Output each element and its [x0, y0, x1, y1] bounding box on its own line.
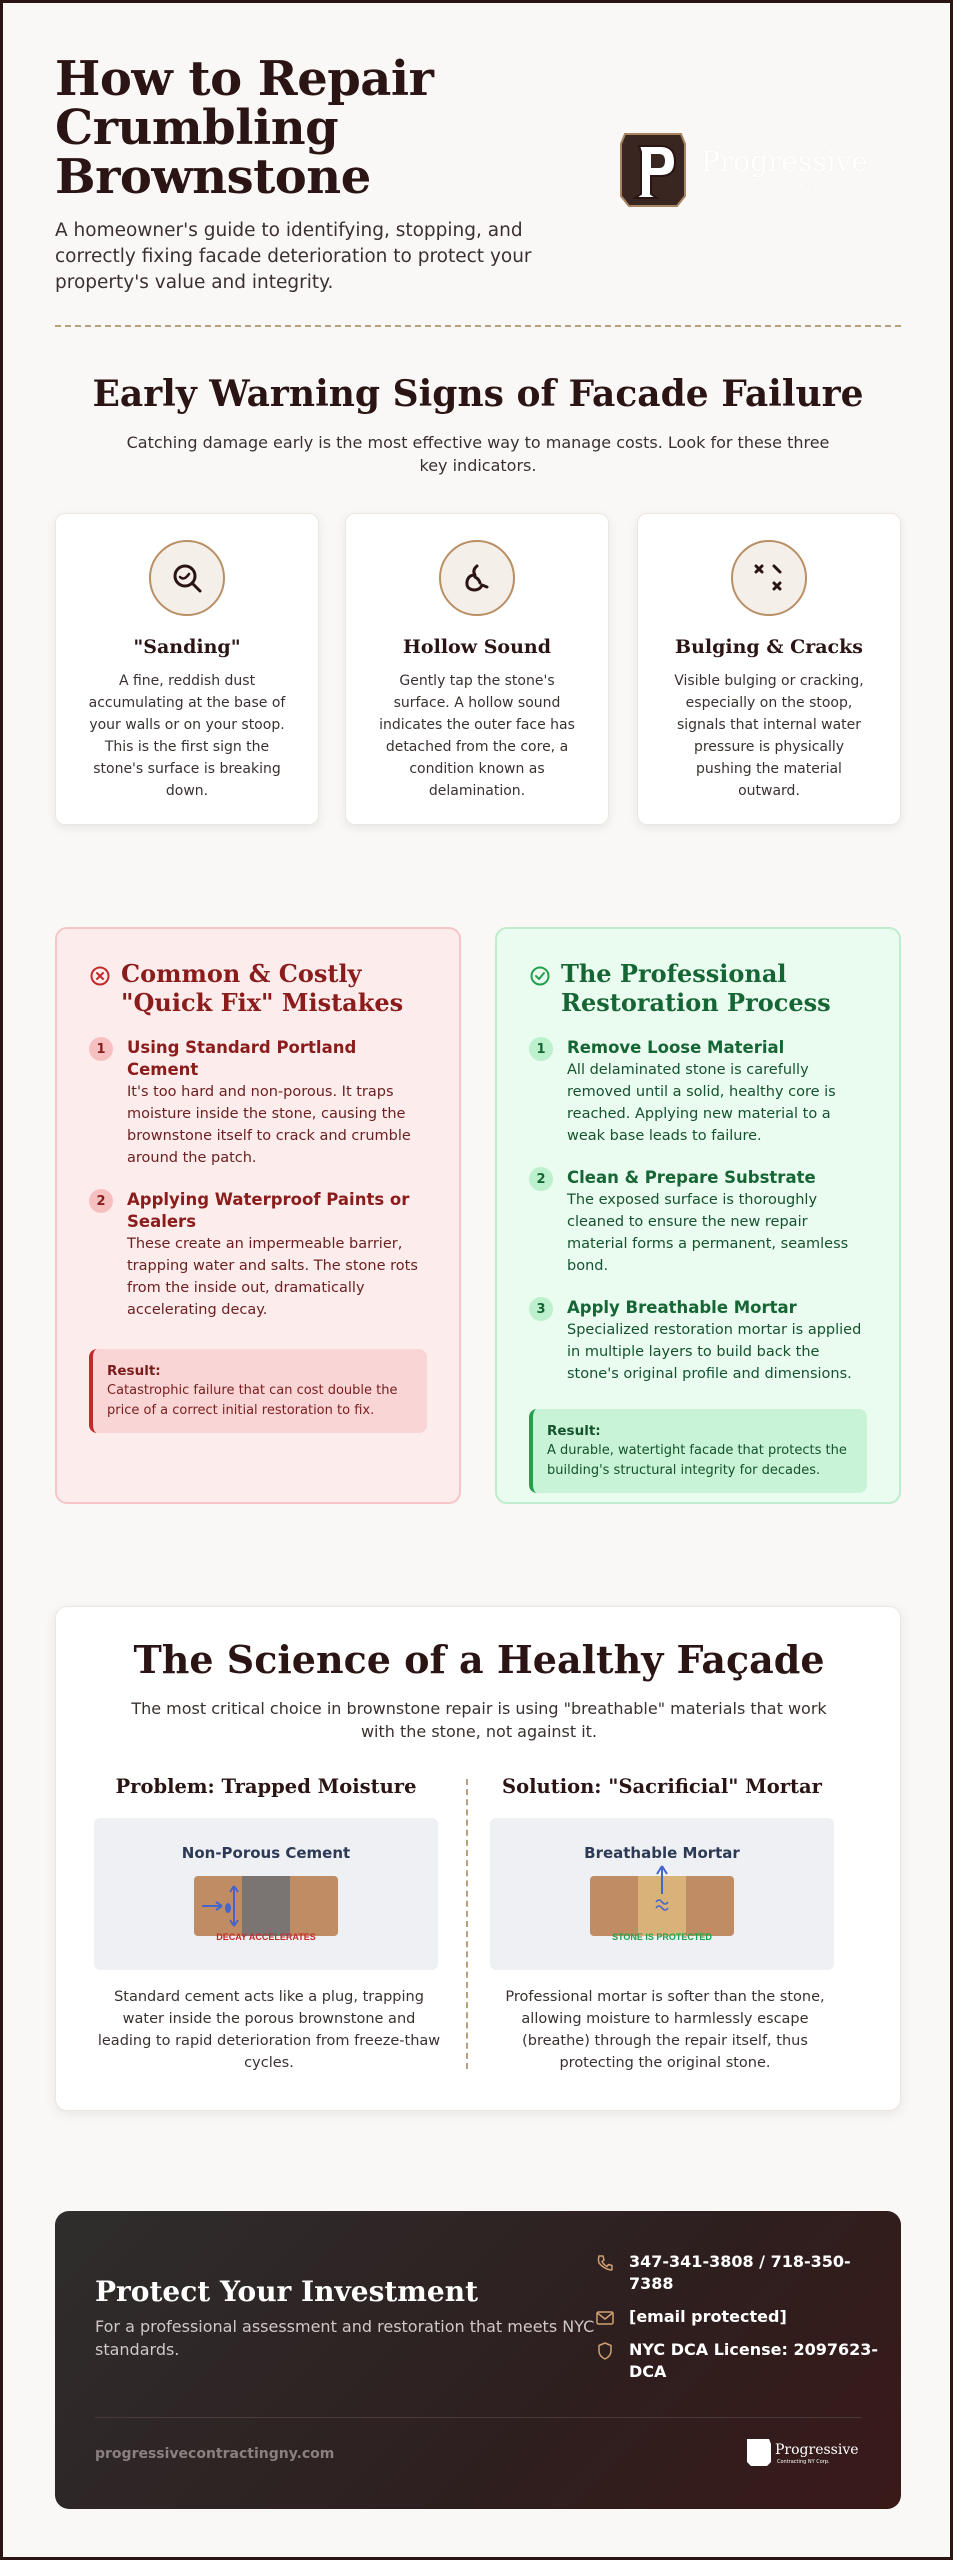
science-title: The Science of a Healthy Façade — [133, 1637, 825, 1682]
contact-footer — [55, 2211, 901, 2509]
header-divider — [55, 325, 901, 327]
problem-column — [94, 1775, 441, 2074]
check-circle-icon — [529, 965, 551, 987]
cracks-icon — [731, 540, 807, 616]
mistakes-title: Common & Costly "Quick Fix" Mistakes — [121, 959, 404, 1017]
process-step — [529, 1037, 867, 1147]
warning-card-hollow-sound — [345, 513, 609, 825]
column-divider — [466, 1779, 468, 2069]
warning-card-bulging-cracks — [637, 513, 901, 825]
warning-signs-subtitle: Catching damage early is the most effective way to manage costs. Look for these three key indicators. — [126, 433, 830, 475]
process-step — [529, 1167, 867, 1277]
result-text: Catastrophic failure that can cost double the price of a correct initial restoration to fix. — [107, 1383, 398, 1418]
footer-subtitle: For a professional assessment and restoration that meets NYC standards. — [95, 2317, 595, 2359]
process-title: The Professional Restoration Process — [561, 959, 831, 1017]
page-subtitle: A homeowner's guide to identifying, stopping, and correctly fixing facade deterioration to protect your property's value and integrity. — [55, 220, 532, 293]
warning-signs-title: Early Warning Signs of Facade Failure — [92, 373, 864, 415]
warning-card-title: Hollow Sound — [402, 636, 551, 658]
mistakes-panel — [55, 927, 461, 1504]
mistake-text: It's too hard and non-porous. It traps moisture inside the stone, causing the brownstone itself to crack and crumble around the patch. — [127, 1084, 411, 1166]
diagram-caption: DECAY ACCELERATES — [216, 1932, 316, 1942]
process-step — [529, 1297, 867, 1385]
problem-text: Standard cement acts like a plug, trapping water inside the porous brownstone and leading to rapid deterioration from freeze-thaw cycles. — [97, 1989, 441, 2071]
process-step-title: Clean & Prepare Substrate — [567, 1168, 816, 1187]
error-circle-icon — [89, 965, 111, 987]
mail-icon — [595, 2308, 615, 2328]
phone-icon — [595, 2253, 615, 2273]
hollow-sound-icon — [439, 540, 515, 616]
step-number-badge: 2 — [529, 1167, 553, 1191]
step-number-badge: 1 — [89, 1037, 113, 1061]
process-step-text: The exposed surface is thoroughly cleaned to ensure the new repair material forms a permanent, seamless bond. — [567, 1192, 849, 1274]
footer-logo — [745, 2436, 865, 2468]
footer-title: Protect Your Investment — [95, 2275, 479, 2308]
diagram-label: Breathable Mortar — [584, 1844, 740, 1862]
logo-p-icon — [617, 130, 689, 210]
non-porous-cement-diagram — [94, 1818, 438, 1970]
warning-card-title: "Sanding" — [133, 636, 241, 658]
contact-license — [595, 2339, 879, 2383]
mistake-item — [89, 1189, 427, 1321]
process-step-title: Apply Breathable Mortar — [567, 1298, 797, 1317]
mistake-text: These create an impermeable barrier, trapping water and salts. The stone rots from the inside out, dramatically accelerating decay. — [127, 1236, 418, 1318]
company-logo[interactable] — [617, 130, 897, 210]
science-subtitle: The most critical choice in brownstone repair is using "breathable" materials that work with the stone, not against it. — [131, 1699, 827, 1741]
footer-logo-wordmark: Progressive — [775, 2442, 859, 2458]
process-result-box — [529, 1409, 867, 1493]
contact-email[interactable] — [595, 2306, 879, 2328]
process-step-text: Specialized restoration mortar is applied in multiple layers to build back the stone's original profile and dimensions. — [567, 1322, 862, 1382]
footer-logo-tagline: Contracting NY Corp. — [777, 2459, 830, 2465]
step-number-badge: 3 — [529, 1297, 553, 1321]
step-number-badge: 1 — [529, 1037, 553, 1061]
breathable-mortar-illustration — [590, 1864, 734, 1944]
result-label: Result: — [547, 1423, 601, 1439]
phone-numbers[interactable]: 347-341-3808 / 718-350-7388 — [629, 2252, 851, 2293]
page-title: How to Repair Crumbling Brownstone — [55, 51, 434, 205]
warning-card-text: A fine, reddish dust accumulating at the base of your walls or on your stoop. This is the first sign the stone's surface is breaking down. — [88, 673, 286, 799]
magnifier-icon — [149, 540, 225, 616]
warning-card-text: Visible bulging or cracking, especially on the stoop, signals that internal water pressure is physically pushing the material outward. — [674, 673, 864, 799]
step-number-badge: 2 — [89, 1189, 113, 1213]
process-panel — [495, 927, 901, 1504]
process-step-text: All delaminated stone is carefully removed until a solid, healthy core is reached. Applying new material to a weak base leads to failure. — [567, 1062, 836, 1144]
diagram-caption: STONE IS PROTECTED — [612, 1932, 712, 1942]
process-step-title: Remove Loose Material — [567, 1038, 785, 1057]
page-header — [55, 51, 901, 325]
mistake-item — [89, 1037, 427, 1169]
infographic-page — [3, 3, 950, 2557]
diagram-label: Non-Porous Cement — [181, 1844, 351, 1862]
problem-title: Problem: Trapped Moisture — [115, 1775, 417, 1798]
shield-icon — [595, 2341, 615, 2361]
warning-card-text: Gently tap the stone's surface. A hollow sound indicates the outer face has detached from the core, a condition known as delamination. — [379, 673, 575, 799]
science-section — [55, 1606, 901, 2111]
warning-card-sanding — [55, 513, 319, 825]
footer-logo-mark — [745, 2436, 865, 2468]
footer-divider — [95, 2417, 861, 2418]
license-number: NYC DCA License: 2097623-DCA — [629, 2340, 879, 2381]
trapped-moisture-illustration — [194, 1864, 338, 1944]
logo-tagline: Contracting NY Corp. — [703, 180, 818, 190]
contact-phone[interactable] — [595, 2251, 879, 2295]
result-label: Result: — [107, 1363, 161, 1379]
warning-card-title: Bulging & Cracks — [675, 636, 863, 658]
result-text: A durable, watertight facade that protects the building's structural integrity for decades. — [547, 1443, 847, 1478]
solution-title: Solution: "Sacrificial" Mortar — [502, 1775, 822, 1798]
mistakes-result-box — [89, 1349, 427, 1433]
mistake-title: Applying Waterproof Paints or Sealers — [127, 1190, 410, 1231]
email-address[interactable]: [email protected] — [629, 2307, 787, 2326]
breathable-mortar-diagram — [490, 1818, 834, 1970]
website-link[interactable]: progressivecontractingny.com — [95, 2446, 335, 2462]
logo-wordmark: Progressive — [701, 145, 869, 178]
solution-text: Professional mortar is softer than the stone, allowing moisture to harmlessly escape (breathe) through the repair itself, thus protecting the original stone. — [505, 1989, 825, 2071]
mistake-title: Using Standard Portland Cement — [127, 1038, 357, 1079]
solution-column — [490, 1775, 834, 2074]
